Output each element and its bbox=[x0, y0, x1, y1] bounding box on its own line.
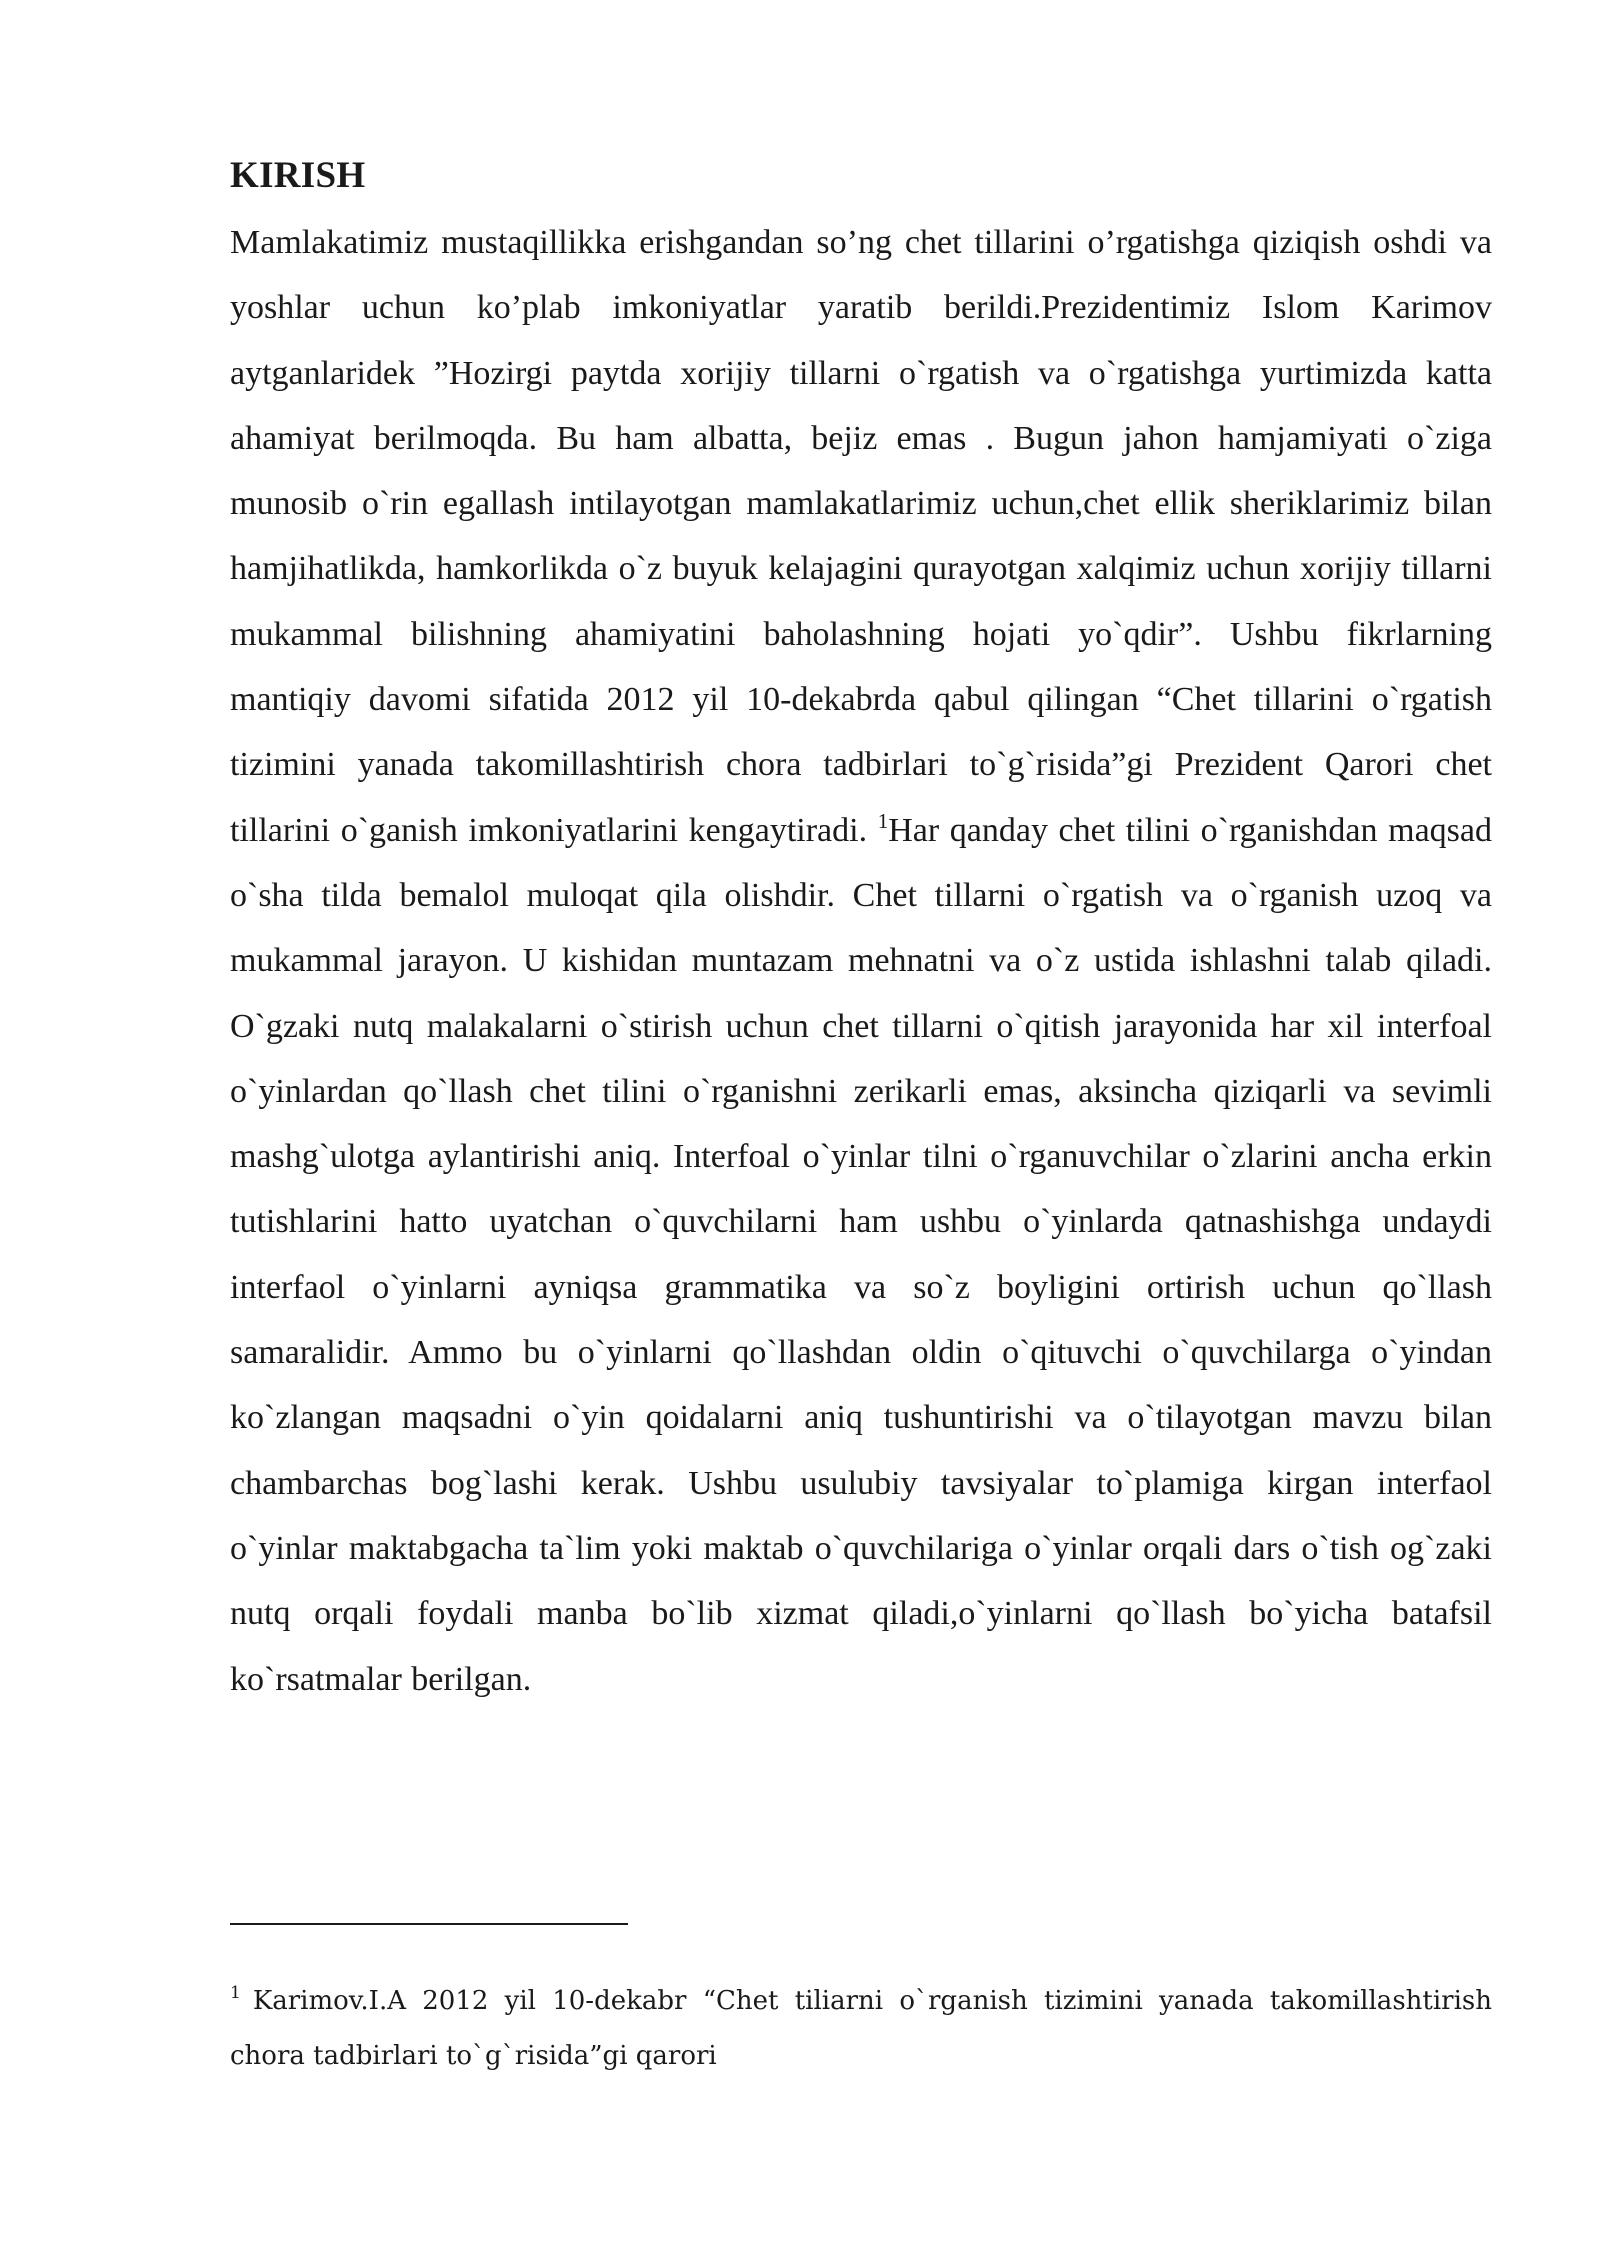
document-body bbox=[230, 146, 1492, 1712]
paragraph-text-part1: Mamlakatimiz mustaqillikka erishgandan so’ng chet tillarini o’rgatishga qiziqish oshdi va yoshlar uchun ko’plab imkoniyatlar yaratib berildi.Prezidentimiz Islom Karimov aytganlaridek ”Hozirgi paytda xorijiy tillarni o`rgatish va o`rgatishga yurtimizda katta ahamiyat berilmoqda. Bu ham albatta, bejiz emas . Bugun jahon hamjamiyati o`ziga munosib o`rin egallash intilayotgan mamlakatlarimiz uchun,chet ellik sheriklarimiz bilan hamjihatlikda, hamkorlikda o`z buyuk kelajagini qurayotgan xalqimiz uchun xorijiy tillarni mukammal bilishning ahamiyatini baholashning hojati yo`qdir”. Ushbu fikrlarning mantiqiy davomi sifatida 2012 yil 10-dekabrda qabul qilingan “Chet tillarini o`rgatish tizimini yanada takomillashtirish chora tadbirlari to`g`risida”gi Prezident Qarori chet tillarini o`ganish imkoniyatlarini kengaytiradi. bbox=[230, 224, 1492, 849]
footnote-text: Karimov.I.A 2012 yil 10-dekabr “Chet tiliarni o`rganish tizimini yanada takomillashtirish chora tadbirlari to`g`risida”gi qarori bbox=[230, 1986, 1492, 2071]
footnote bbox=[230, 1974, 1492, 2084]
footnote-separator bbox=[230, 1923, 628, 1925]
paragraph-text-part2: Har qanday chet tilini o`rganishdan maqsad o`sha tilda bemalol muloqat qila olishdir. Chet tillarni o`rgatish va o`rganish uzoq va mukammal jarayon. U kishidan muntazam mehnatni va o`z ustida ishlashni talab qiladi. O`gzaki nutq malakalarni o`stirish uchun chet tillarni o`qitish jarayonida har xil interfoal o`yinlardan qo`llash chet tilini o`rganishni zerikarli emas, aksincha qiziqarli va sevimli mashg`ulotga aylantirishi aniq. Interfoal o`yinlar tilni o`rganuvchilar o`zlarini ancha erkin tutishlarini hatto uyatchan o`quvchilarni ham ushbu o`yinlarda qatnashishga undaydi interfaol o`yinlarni ayniqsa grammatika va so`z boyligini ortirish uchun qo`llash samaralidir. Ammo bu o`yinlarni qo`llashdan oldin o`qituvchi o`quvchilarga o`yindan ko`zlangan maqsadni o`yin qoidalarni aniq tushuntirishi va o`tilayotgan mavzu bilan chambarchas bog`lashi kerak. Ushbu usulubiy tavsiyalar to`plamiga kirgan interfaol o`yinlar maktabgacha ta`lim yoki maktab o`quvchilariga o`yinlar orqali dars o`tish og`zaki nutq orqali foydali manba bo`lib xizmat qiladi,o`yinlarni qo`llash bo`yicha batafsil ko`rsatmalar berilgan. bbox=[230, 811, 1492, 1698]
section-heading: KIRISH bbox=[230, 155, 366, 196]
body-paragraph bbox=[230, 210, 1492, 1712]
footnote-marker: 1 bbox=[230, 1983, 241, 2003]
footnote-reference[interactable]: 1 bbox=[877, 808, 889, 833]
